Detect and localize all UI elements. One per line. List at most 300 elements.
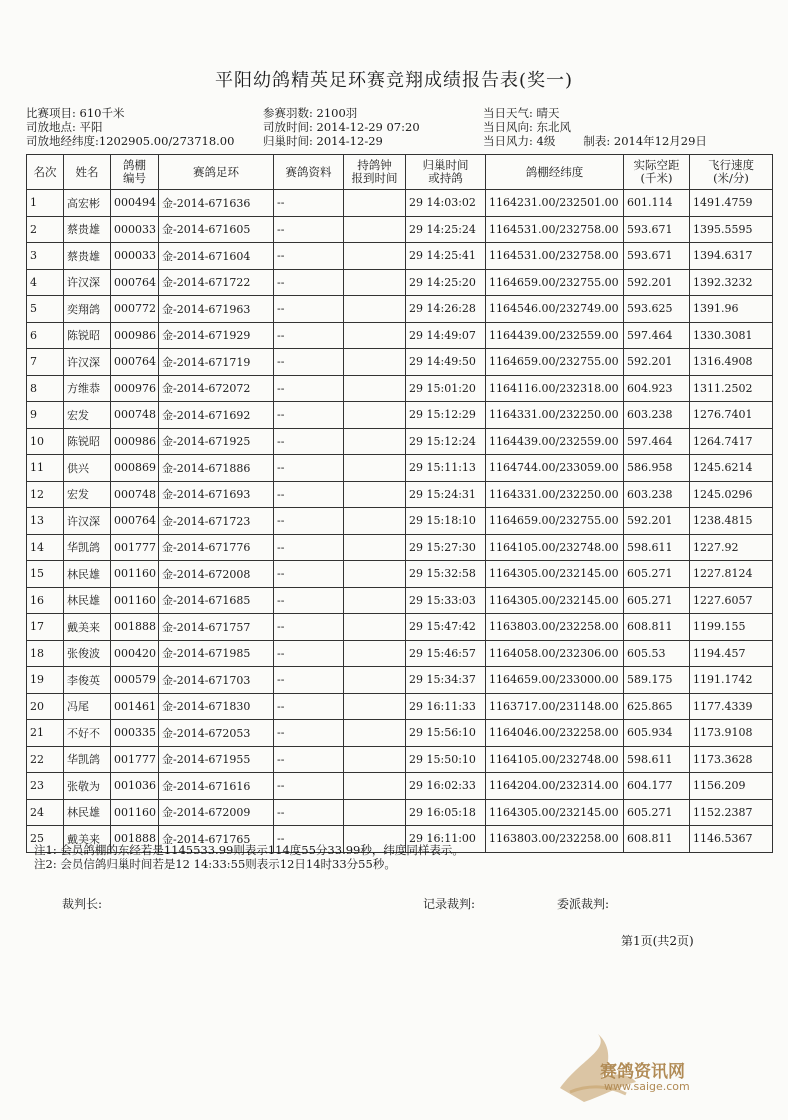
- meta-left: [26, 106, 234, 148]
- cell-info: --: [274, 243, 344, 270]
- cell-info: --: [274, 587, 344, 614]
- cell-rank: 7: [27, 349, 64, 376]
- watermark-text: 赛鸽资讯网: [600, 1062, 685, 1082]
- cell-ring: 金-2014-672009: [159, 799, 274, 826]
- cell-loft: 000748: [111, 481, 159, 508]
- cell-name: 高宏彬: [64, 190, 111, 217]
- cell-coords: 1164116.00/232318.00: [486, 375, 624, 402]
- release-location: 司放地点: 平阳: [26, 120, 103, 134]
- cell-rank: 3: [27, 243, 64, 270]
- cell-info: --: [274, 826, 344, 853]
- cell-speed: 1194.457: [690, 640, 773, 667]
- return-time: 归巢时间: 2014-12-29: [263, 134, 383, 148]
- cell-speed: 1245.6214: [690, 455, 773, 482]
- cell-arrival: 29 14:25:24: [406, 216, 486, 243]
- cell-rank: 8: [27, 375, 64, 402]
- cell-speed: 1391.96: [690, 296, 773, 323]
- table-row: [27, 481, 773, 508]
- cell-loft: 000764: [111, 269, 159, 296]
- cell-loft: 001888: [111, 614, 159, 641]
- cell-name: 林民雄: [64, 561, 111, 588]
- notes: [34, 843, 464, 871]
- cell-speed: 1199.155: [690, 614, 773, 641]
- cell-coords: 1164331.00/232250.00: [486, 402, 624, 429]
- cell-distance: 605.53: [624, 640, 690, 667]
- cell-distance: 605.271: [624, 799, 690, 826]
- race-item: 比赛项目: 610千米: [26, 106, 125, 120]
- table-row: [27, 455, 773, 482]
- cell-clock: [344, 561, 406, 588]
- cell-info: --: [274, 481, 344, 508]
- cell-coords: 1163717.00/231148.00: [486, 693, 624, 720]
- cell-ring: 金-2014-671703: [159, 667, 274, 694]
- cell-clock: [344, 640, 406, 667]
- cell-arrival: 29 15:56:10: [406, 720, 486, 747]
- page-number: 第1页(共2页): [621, 934, 694, 948]
- cell-loft: 000033: [111, 243, 159, 270]
- cell-info: --: [274, 720, 344, 747]
- cell-arrival: 29 15:24:31: [406, 481, 486, 508]
- cell-speed: 1156.209: [690, 773, 773, 800]
- cell-distance: 598.611: [624, 746, 690, 773]
- table-row: [27, 428, 773, 455]
- cell-distance: 598.611: [624, 534, 690, 561]
- cell-speed: 1238.4815: [690, 508, 773, 535]
- cell-coords: 1164439.00/232559.00: [486, 428, 624, 455]
- table-row: [27, 269, 773, 296]
- table-row: [27, 322, 773, 349]
- cell-speed: 1316.4908: [690, 349, 773, 376]
- cell-name: 陈锐昭: [64, 322, 111, 349]
- cell-ring: 金-2014-671605: [159, 216, 274, 243]
- cell-clock: [344, 216, 406, 243]
- cell-coords: 1164305.00/232145.00: [486, 799, 624, 826]
- cell-speed: 1392.3232: [690, 269, 773, 296]
- cell-distance: 604.923: [624, 375, 690, 402]
- cell-clock: [344, 349, 406, 376]
- cell-speed: 1227.92: [690, 534, 773, 561]
- cell-arrival: 29 15:12:24: [406, 428, 486, 455]
- cell-coords: 1164204.00/232314.00: [486, 773, 624, 800]
- cell-name: 蔡贵雄: [64, 216, 111, 243]
- cell-name: 张敬为: [64, 773, 111, 800]
- cell-coords: 1164659.00/232755.00: [486, 269, 624, 296]
- cell-name: 供兴: [64, 455, 111, 482]
- cell-clock: [344, 534, 406, 561]
- cell-arrival: 29 15:11:13: [406, 455, 486, 482]
- cell-rank: 2: [27, 216, 64, 243]
- cell-rank: 15: [27, 561, 64, 588]
- cell-loft: 000033: [111, 216, 159, 243]
- cell-coords: 1164531.00/232758.00: [486, 216, 624, 243]
- cell-clock: [344, 693, 406, 720]
- cell-arrival: 29 16:11:00: [406, 826, 486, 853]
- cell-coords: 1164659.00/233000.00: [486, 667, 624, 694]
- cell-clock: [344, 799, 406, 826]
- cell-clock: [344, 322, 406, 349]
- cell-arrival: 29 14:26:28: [406, 296, 486, 323]
- cell-arrival: 29 14:49:07: [406, 322, 486, 349]
- table-row: [27, 640, 773, 667]
- cell-clock: [344, 375, 406, 402]
- cell-rank: 11: [27, 455, 64, 482]
- col-info: 赛鸽资料: [274, 155, 344, 190]
- cell-distance: 605.271: [624, 561, 690, 588]
- cell-clock: [344, 773, 406, 800]
- cell-arrival: 29 16:11:33: [406, 693, 486, 720]
- cell-ring: 金-2014-671776: [159, 534, 274, 561]
- cell-distance: 592.201: [624, 508, 690, 535]
- cell-distance: 592.201: [624, 349, 690, 376]
- cell-arrival: 29 14:25:41: [406, 243, 486, 270]
- cell-name: 许汉深: [64, 349, 111, 376]
- cell-clock: [344, 190, 406, 217]
- entries-count: 参赛羽数: 2100羽: [263, 106, 358, 120]
- cell-rank: 19: [27, 667, 64, 694]
- cell-name: 陈锐昭: [64, 428, 111, 455]
- cell-speed: 1146.5367: [690, 826, 773, 853]
- cell-rank: 23: [27, 773, 64, 800]
- table-row: [27, 587, 773, 614]
- cell-distance: 592.201: [624, 269, 690, 296]
- cell-info: --: [274, 349, 344, 376]
- cell-name: 戴美来: [64, 614, 111, 641]
- cell-loft: 001461: [111, 693, 159, 720]
- cell-rank: 12: [27, 481, 64, 508]
- cell-ring: 金-2014-671692: [159, 402, 274, 429]
- cell-name: 许汉深: [64, 508, 111, 535]
- cell-rank: 18: [27, 640, 64, 667]
- cell-loft: 001888: [111, 826, 159, 853]
- cell-info: --: [274, 614, 344, 641]
- col-arrival: 归巢时间 或持鸽: [406, 155, 486, 190]
- cell-arrival: 29 16:02:33: [406, 773, 486, 800]
- cell-name: 蔡贵雄: [64, 243, 111, 270]
- cell-arrival: 29 15:46:57: [406, 640, 486, 667]
- cell-ring: 金-2014-671955: [159, 746, 274, 773]
- cell-info: --: [274, 190, 344, 217]
- cell-distance: 604.177: [624, 773, 690, 800]
- cell-info: --: [274, 534, 344, 561]
- cell-distance: 593.671: [624, 216, 690, 243]
- cell-arrival: 29 15:50:10: [406, 746, 486, 773]
- cell-clock: [344, 614, 406, 641]
- cell-rank: 1: [27, 190, 64, 217]
- release-time: 司放时间: 2014-12-29 07:20: [263, 120, 420, 134]
- cell-loft: 001036: [111, 773, 159, 800]
- cell-clock: [344, 587, 406, 614]
- cell-clock: [344, 269, 406, 296]
- table-row: [27, 773, 773, 800]
- cell-info: --: [274, 428, 344, 455]
- cell-arrival: 29 14:03:02: [406, 190, 486, 217]
- weather: 当日天气: 晴天: [483, 106, 560, 120]
- table-row: [27, 349, 773, 376]
- table-row: [27, 614, 773, 641]
- cell-info: --: [274, 296, 344, 323]
- cell-name: 华凯鸽: [64, 534, 111, 561]
- cell-arrival: 29 14:25:20: [406, 269, 486, 296]
- cell-speed: 1491.4759: [690, 190, 773, 217]
- table-row: [27, 799, 773, 826]
- cell-clock: [344, 296, 406, 323]
- cell-ring: 金-2014-671765: [159, 826, 274, 853]
- cell-ring: 金-2014-672072: [159, 375, 274, 402]
- cell-rank: 20: [27, 693, 64, 720]
- cell-speed: 1152.2387: [690, 799, 773, 826]
- cell-ring: 金-2014-671963: [159, 296, 274, 323]
- cell-ring: 金-2014-672008: [159, 561, 274, 588]
- table-row: [27, 190, 773, 217]
- cell-speed: 1394.6317: [690, 243, 773, 270]
- cell-clock: [344, 481, 406, 508]
- cell-rank: 21: [27, 720, 64, 747]
- cell-clock: [344, 428, 406, 455]
- cell-name: 华凯鸽: [64, 746, 111, 773]
- cell-distance: 625.865: [624, 693, 690, 720]
- cell-loft: 000579: [111, 667, 159, 694]
- cell-ring: 金-2014-671604: [159, 243, 274, 270]
- cell-ring: 金-2014-671616: [159, 773, 274, 800]
- cell-name: 许汉深: [64, 269, 111, 296]
- table-row: [27, 243, 773, 270]
- cell-info: --: [274, 799, 344, 826]
- cell-name: 李俊英: [64, 667, 111, 694]
- cell-distance: 605.934: [624, 720, 690, 747]
- cell-arrival: 29 15:34:37: [406, 667, 486, 694]
- cell-arrival: 29 15:01:20: [406, 375, 486, 402]
- watermark-url: www.saige.com: [604, 1080, 690, 1093]
- cell-distance: 597.464: [624, 322, 690, 349]
- cell-coords: 1164744.00/233059.00: [486, 455, 624, 482]
- table-row: [27, 720, 773, 747]
- cell-coords: 1164231.00/232501.00: [486, 190, 624, 217]
- cell-rank: 10: [27, 428, 64, 455]
- table-row: [27, 402, 773, 429]
- cell-loft: 001160: [111, 561, 159, 588]
- col-coords: 鸽棚经纬度: [486, 155, 624, 190]
- meta-right: [483, 106, 707, 148]
- cell-loft: 000772: [111, 296, 159, 323]
- col-name: 姓名: [64, 155, 111, 190]
- cell-arrival: 29 15:18:10: [406, 508, 486, 535]
- cell-info: --: [274, 375, 344, 402]
- meta-middle: [263, 106, 420, 148]
- cell-name: 宏发: [64, 481, 111, 508]
- cell-speed: 1311.2502: [690, 375, 773, 402]
- cell-rank: 17: [27, 614, 64, 641]
- col-ring: 赛鸽足环: [159, 155, 274, 190]
- cell-loft: 000976: [111, 375, 159, 402]
- cell-info: --: [274, 402, 344, 429]
- cell-coords: 1164546.00/232749.00: [486, 296, 624, 323]
- wind-direction: 当日风向: 东北风: [483, 120, 572, 134]
- cell-arrival: 29 15:33:03: [406, 587, 486, 614]
- cell-arrival: 29 15:12:29: [406, 402, 486, 429]
- cell-rank: 14: [27, 534, 64, 561]
- cell-info: --: [274, 773, 344, 800]
- cell-arrival: 29 15:27:30: [406, 534, 486, 561]
- cell-loft: 000494: [111, 190, 159, 217]
- cell-speed: 1191.1742: [690, 667, 773, 694]
- cell-coords: 1164659.00/232755.00: [486, 349, 624, 376]
- cell-distance: 603.238: [624, 402, 690, 429]
- wind-force-text: 当日风力: 4级: [483, 134, 556, 148]
- cell-rank: 6: [27, 322, 64, 349]
- cell-speed: 1330.3081: [690, 322, 773, 349]
- cell-name: 戴美来: [64, 826, 111, 853]
- cell-distance: 593.671: [624, 243, 690, 270]
- cell-info: --: [274, 693, 344, 720]
- cell-info: --: [274, 561, 344, 588]
- table-row: [27, 561, 773, 588]
- cell-distance: 589.175: [624, 667, 690, 694]
- cell-arrival: 29 16:05:18: [406, 799, 486, 826]
- cell-rank: 25: [27, 826, 64, 853]
- cell-name: 奕翔鸽: [64, 296, 111, 323]
- cell-distance: 586.958: [624, 455, 690, 482]
- cell-coords: 1163803.00/232258.00: [486, 614, 624, 641]
- cell-loft: 000748: [111, 402, 159, 429]
- cell-arrival: 29 14:49:50: [406, 349, 486, 376]
- cell-clock: [344, 455, 406, 482]
- cell-coords: 1164659.00/232755.00: [486, 508, 624, 535]
- cell-coords: 1164331.00/232250.00: [486, 481, 624, 508]
- cell-coords: 1164305.00/232145.00: [486, 561, 624, 588]
- cell-speed: 1264.7417: [690, 428, 773, 455]
- cell-rank: 4: [27, 269, 64, 296]
- cell-name: 张俊波: [64, 640, 111, 667]
- cell-clock: [344, 243, 406, 270]
- cell-coords: 1164058.00/232306.00: [486, 640, 624, 667]
- col-clock: 持鸽钟 报到时间: [344, 155, 406, 190]
- cell-distance: 597.464: [624, 428, 690, 455]
- cell-loft: 000986: [111, 428, 159, 455]
- cell-ring: 金-2014-671985: [159, 640, 274, 667]
- cell-speed: 1276.7401: [690, 402, 773, 429]
- header-row: [27, 155, 773, 190]
- cell-clock: [344, 720, 406, 747]
- cell-coords: 1164046.00/232258.00: [486, 720, 624, 747]
- cell-speed: 1173.3628: [690, 746, 773, 773]
- cell-coords: 1164305.00/232145.00: [486, 587, 624, 614]
- cell-ring: 金-2014-671925: [159, 428, 274, 455]
- table-row: [27, 375, 773, 402]
- cell-ring: 金-2014-671886: [159, 455, 274, 482]
- table-row: [27, 534, 773, 561]
- cell-coords: 1164439.00/232559.00: [486, 322, 624, 349]
- cell-loft: 000764: [111, 349, 159, 376]
- cell-distance: 603.238: [624, 481, 690, 508]
- cell-speed: 1173.9108: [690, 720, 773, 747]
- cell-coords: 1164531.00/232758.00: [486, 243, 624, 270]
- cell-speed: 1177.4339: [690, 693, 773, 720]
- cell-clock: [344, 402, 406, 429]
- chief-judge-label: 裁判长:: [62, 897, 103, 911]
- cell-name: 方维恭: [64, 375, 111, 402]
- cell-ring: 金-2014-671719: [159, 349, 274, 376]
- cell-ring: 金-2014-671757: [159, 614, 274, 641]
- cell-rank: 16: [27, 587, 64, 614]
- col-distance: 实际空距 (千米): [624, 155, 690, 190]
- cell-loft: 000335: [111, 720, 159, 747]
- cell-name: 不好不: [64, 720, 111, 747]
- assigned-judge-label: 委派裁判:: [557, 897, 610, 911]
- cell-info: --: [274, 322, 344, 349]
- table-row: [27, 508, 773, 535]
- cell-speed: 1395.5595: [690, 216, 773, 243]
- cell-loft: 000420: [111, 640, 159, 667]
- col-rank: 名次: [27, 155, 64, 190]
- table-date: 制表: 2014年12月29日: [583, 134, 707, 148]
- cell-rank: 5: [27, 296, 64, 323]
- table-row: [27, 693, 773, 720]
- cell-distance: 601.114: [624, 190, 690, 217]
- cell-distance: 608.811: [624, 614, 690, 641]
- cell-loft: 001777: [111, 746, 159, 773]
- cell-loft: 000986: [111, 322, 159, 349]
- cell-ring: 金-2014-672053: [159, 720, 274, 747]
- cell-name: 林民雄: [64, 587, 111, 614]
- cell-ring: 金-2014-671723: [159, 508, 274, 535]
- cell-clock: [344, 508, 406, 535]
- cell-arrival: 29 15:47:42: [406, 614, 486, 641]
- table-row: [27, 746, 773, 773]
- cell-coords: 1164105.00/232748.00: [486, 746, 624, 773]
- cell-loft: 000764: [111, 508, 159, 535]
- cell-info: --: [274, 455, 344, 482]
- cell-loft: 001160: [111, 587, 159, 614]
- col-loft: 鸽棚 编号: [111, 155, 159, 190]
- cell-info: --: [274, 216, 344, 243]
- note-1: 注1: 会员鸽棚的东经若是1145533.99则表示114度55分33.99秒，纬度同样表示。: [34, 843, 464, 857]
- cell-name: 冯尾: [64, 693, 111, 720]
- cell-speed: 1227.6057: [690, 587, 773, 614]
- cell-rank: 24: [27, 799, 64, 826]
- cell-rank: 22: [27, 746, 64, 773]
- results-table: [26, 154, 773, 853]
- cell-name: 宏发: [64, 402, 111, 429]
- cell-clock: [344, 667, 406, 694]
- report-title: 平阳幼鸽精英足环赛竞翔成绩报告表(奖一): [214, 70, 574, 91]
- cell-info: --: [274, 640, 344, 667]
- cell-ring: 金-2014-671722: [159, 269, 274, 296]
- cell-ring: 金-2014-671830: [159, 693, 274, 720]
- cell-distance: 593.625: [624, 296, 690, 323]
- cell-info: --: [274, 508, 344, 535]
- cell-loft: 000869: [111, 455, 159, 482]
- cell-info: --: [274, 746, 344, 773]
- cell-info: --: [274, 269, 344, 296]
- cell-ring: 金-2014-671636: [159, 190, 274, 217]
- wind-force: [483, 134, 707, 148]
- col-speed: 飞行速度 (米/分): [690, 155, 773, 190]
- table-row: [27, 296, 773, 323]
- cell-loft: 001777: [111, 534, 159, 561]
- cell-coords: 1163803.00/232258.00: [486, 826, 624, 853]
- cell-arrival: 29 15:32:58: [406, 561, 486, 588]
- cell-distance: 605.271: [624, 587, 690, 614]
- cell-loft: 001160: [111, 799, 159, 826]
- cell-rank: 9: [27, 402, 64, 429]
- cell-rank: 13: [27, 508, 64, 535]
- note-2: 注2: 会员信鸽归巢时间若是12 14:33:55则表示12日14时33分55秒。: [34, 857, 396, 871]
- cell-distance: 608.811: [624, 826, 690, 853]
- cell-coords: 1164105.00/232748.00: [486, 534, 624, 561]
- cell-clock: [344, 746, 406, 773]
- cell-ring: 金-2014-671929: [159, 322, 274, 349]
- table-row: [27, 216, 773, 243]
